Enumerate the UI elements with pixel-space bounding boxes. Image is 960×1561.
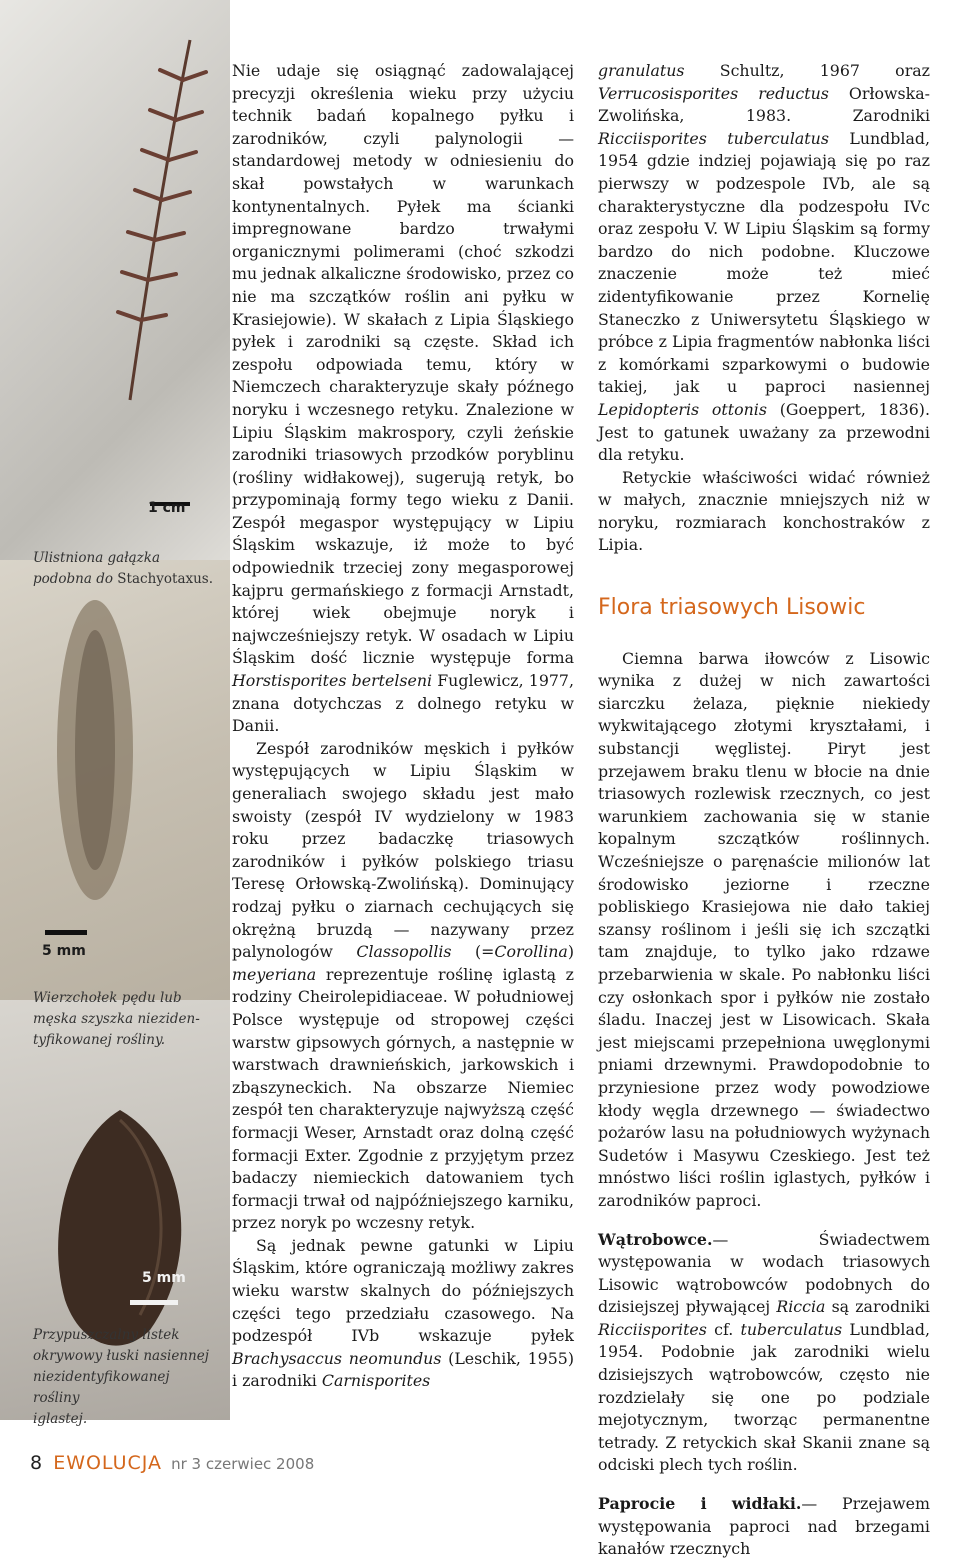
photo-shoot-tip [0, 560, 230, 1000]
shoot-tip-drawing [0, 560, 230, 1000]
middle-column [232, 60, 574, 1393]
issue-info: nr 3 czerwiec 2008 [171, 1455, 315, 1473]
scale-label-5mm-b: 5 mm [142, 1270, 186, 1286]
page-footer [30, 1452, 314, 1476]
mid-paragraph-2: Zespół zarodników męskich i pyłków występujących w Lipiu Śląskim w generaliach swojego składu jest mało swoisty (zespół IV wydzielony w 1983 roku przez badaczkę triasowych zarodników i pyłków polskiego triasu Teresę Orłowską-Zwolińską). Dominujący rodzaj pyłku o ziarnach cechujących się okrężną bruzdą — nazywany przez palynologów Classopollis (=Corollina) meyeriana reprezentuje roślinę iglastą z rodziny Cheirolepidiaceae. W południowej Polsce występuje od stropowej części warstw gipsowych górnych, a następnie w warstwach drawnieńskich, jarkowskich i zbąszyneckich. Na obszarze Niemiec zespół ten charakteryzuje najwyższą część formacji Weser, Arnstadt oraz dolną część formacji Exter. Zgodnie z przyjętym przez badaczy niemieckich datowaniem tych formacji trwał od najpóźniejszego karniku, przez noryk po wczesny retyk. [232, 738, 575, 1233]
caption-shoot-tip: Wierzchołek pędu lub męska szyszka nieziden- tyfikowanej rośliny. [33, 990, 200, 1048]
caption-cone-scale: Przypuszczalny listek okrywowy łuski nasiennej niezidentyfikowanej rośliny iglastej. [33, 1327, 209, 1427]
right-paragraph-1: granulatus Schultz, 1967 oraz Verrucosisporites reductus Orłowska-Zwolińska, 1983. Zarodniki Ricciisporites tuberculatus Lundblad, 1954 gdzie indziej pojawiają się po raz pierwszy w podzespole IVb, ale są charakterystyczne dla podzespołu IVc oraz zespołu V. W Lipiu Śląskim są formy bardzo do nich podobne. Kluczowe znaczenie może też mieć zidentyfikowanie przez Kornelię Staneczko z Uniwersytetu Śląskiego w próbce z Lipia fragmentów nabłonka liści z komórkami szparkowymi o budowie takiej, jak u paproci nasiennej Lepidopteris ottonis (Goeppert, 1836). Jest to gatunek uważany za przewodni dla retyku. [598, 61, 930, 465]
photo-leafy-branch [0, 0, 230, 560]
mid-paragraph-1: Nie udaje się osiągnąć zadowalającej precyzji określenia wieku przy użyciu technik badań kopalnego pyłku i zarodników, czyli palynologii — standardowej metody w odniesieniu do skał powstałych w warunkach kontynentalnych. Pyłek ma ścianki impregnowane bardzo trwałymi organicznymi polimerami (choć szkodzi mu jednak alkaliczne środowisko, przez co nie ma szczątków roślin ani pyłku w Krasiejowie). W skałach z Lipia Śląskiego pyłek i zarodniki są częste. Skład ich zespołu odpowiada temu, który w Niemczech charakteryzuje skały późnego noryku i wczesnego retyku. Znalezione w Lipiu Śląskim makrospory, czyli żeńskie zarodniki triasowych przodków poryblinu (rośliny widłakowej), sugerują retyk, bo przypominają formy tego wieku z Danii. Zespół megaspor występujący w Lipiu Śląskim wskazuje, iż może to być odpowiednik trzeciej zony megasporowej kajpru germańskiego z formacji Arnstadt, której wiek obejmuje noryk i najwcześniejszy retyk. W osadach w Lipiu Śląskim dość licznie występuje forma Horstisporites bertelseni Fuglewicz, 1977, znana dotychczas z dolnego retyku w Danii. [232, 61, 574, 736]
right-paragraph-2: Retyckie właściwości widać również w małych, znacznie mniejszych niż w noryku, rozmiarach konchostraków z Lipia. [598, 467, 930, 555]
mid-paragraph-3: Są jednak pewne gatunki w Lipiu Śląskim, które ograniczają możliwy zakres wieku warstw skalnych do późniejszych części tego przedziału czasowego. Na podzespół IVb wskazuje pyłek Brachysaccus neomundus (Leschik, 1955) i zarodniki Carnisporites [232, 1235, 574, 1391]
right-paragraph-4: Wątrobowce.— Świadectwem występowania w wodach triasowych Lisowic wątrobowców podobnych do dzisiejszej pływającej Riccia są zarodniki Ricciisporites cf. tuberculatus Lundblad, 1954. Podobnie jak zarodniki wielu dzisiejszych wątrobowców, często nie rozdzielały się one po podziale mejotycznym, tworząc permanentne tetrady. Z retyckich skał Skanii znane są odciski plech tych roślin. [598, 1229, 930, 1475]
scale-label-5mm-a: 5 mm [42, 943, 86, 959]
caption-leafy-branch: Ulistniona gałązka podobna do Stachyotaxus. [33, 550, 214, 587]
page-number: 8 [30, 1452, 43, 1474]
right-paragraph-5: Paprocie i widłaki.— Przejawem występowania paproci nad brzegami kanałów rzecznych [598, 1494, 930, 1559]
section-heading: Flora triasowych Lisowic [598, 595, 866, 621]
magazine-name: EWOLUCJA [53, 1452, 163, 1474]
right-column [598, 60, 930, 1561]
fossil-photos [0, 0, 230, 1420]
scale-label-1cm: 1 cm [148, 500, 186, 516]
right-paragraph-3: Ciemna barwa iłowców z Lisowic wynika z dużej w nich zawartości siarczku żelaza, pięknie niekiedy wykwitającego złotymi kryształami, i substancji węglistej. Piryt jest przejawem braku tlenu w błocie na dnie triasowych rozlewisk rzecznych, co jest warunkiem zachowania się w stanie kopalnym szczątków roślinnych. Wcześniejsze o paręnaście milionów lat środowisko jeziorne i rzeczne pobliskiego Krasiejowa nie dało takiej szansy roślinom i jeśli się ich szczątki tam znajduje, to tylko jako rdzawe przebarwienia w skale. Po nabłonku liści czy osłonkach spor i pyłków nie zostało śladu. Inaczej jest w Lisowicach. Skała jest miejscami przepełniona uwęglonymi pniami drzewnymi. Prawdopodobnie to przyniesione przez wody powodziowe kłody węgla drzewnego — świadectwo pożarów lasu na południowych wyżynach Sudetów i Masywu Czeskiego. Jest też mnóstwo liści roślin iglastych, pyłków i zarodników paproci. [598, 648, 930, 1210]
leafy-branch-drawing [0, 0, 230, 560]
